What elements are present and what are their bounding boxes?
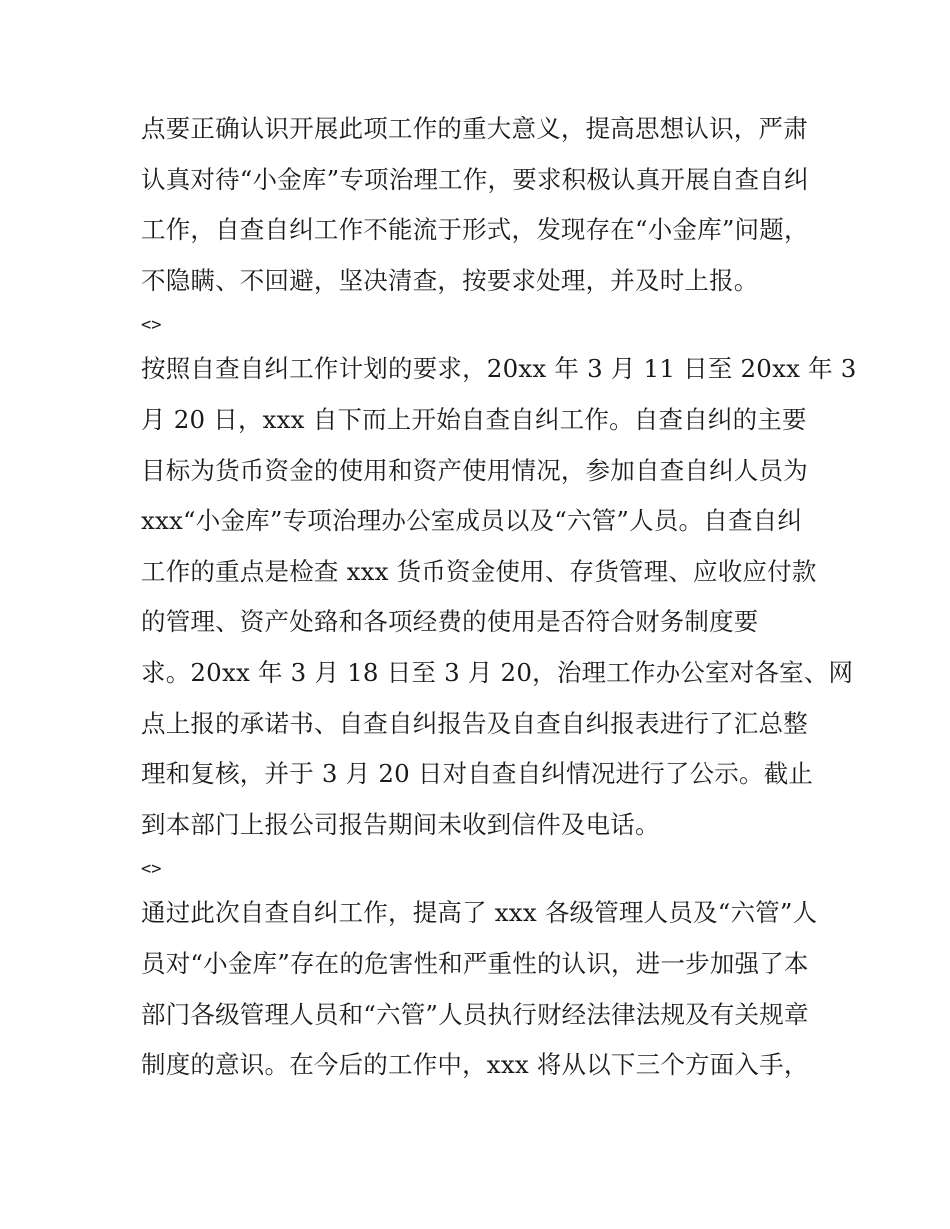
paragraph-2-line-1: 按照自查自纠工作计划的要求，20xx 年 3 月 11 日至 20xx 年 3	[141, 354, 857, 384]
paragraph-2-line-2: 月 20 日，xxx 自下而上开始自查自纠工作。自查自纠的主要	[141, 404, 807, 434]
paragraph-1-line-4: 不隐瞒、不回避，坚决清查，按要求处理，并及时上报。	[141, 265, 759, 295]
paragraph-3-line-3: 部门各级管理人员和“六管”人员执行财经法律法规及有关规章	[141, 999, 809, 1029]
paragraph-2-line-3: 目标为货币资金的使用和资产使用情况，参加自查自纠人员为	[141, 455, 808, 485]
paragraph-2-line-7: 求。20xx 年 3 月 18 日至 3 月 20，治理工作办公室对各室、网	[141, 657, 854, 687]
paragraph-3-line-1: 通过此次自查自纠工作，提高了 xxx 各级管理人员及“六管”人	[141, 898, 818, 928]
paragraph-2-line-10: 到本部门上报公司报告期间未收到信件及电话。	[141, 809, 660, 839]
paragraph-2-line-4: xxx“小金库”专项治理办公室成员以及“六管”人员。自查自纠	[141, 506, 803, 536]
paragraph-2-line-5: 工作的重点是检查 xxx 货币资金使用、存货管理、应收应付款	[141, 556, 817, 586]
section-marker-2: <>	[141, 859, 162, 880]
paragraph-1-line-2: 认真对待“小金库”专项治理工作，要求积极认真开展自查自纠	[141, 164, 809, 194]
paragraph-2-line-8: 点上报的承诺书、自查自纠报告及自查自纠报表进行了汇总整	[141, 708, 808, 738]
section-marker-1: <>	[141, 315, 162, 336]
paragraph-1-line-3: 工作，自查自纠工作不能流于形式，发现存在“小金库”问题，	[141, 215, 809, 245]
document-body	[141, 104, 857, 1091]
paragraph-3-line-4: 制度的意识。在今后的工作中，xxx 将从以下三个方面入手，	[141, 1050, 809, 1080]
paragraph-2-line-9: 理和复核，并于 3 月 20 日对自查自纠情况进行了公示。截止	[141, 759, 814, 789]
paragraph-2-line-6: 的管理、资产处臵和各项经费的使用是否符合财务制度要	[141, 607, 759, 637]
paragraph-1-line-1: 点要正确认识开展此项工作的重大意义，提高思想认识，严肃	[141, 114, 808, 143]
paragraph-3-line-2: 员对“小金库”存在的危害性和严重性的认识，进一步加强了本	[141, 948, 809, 978]
